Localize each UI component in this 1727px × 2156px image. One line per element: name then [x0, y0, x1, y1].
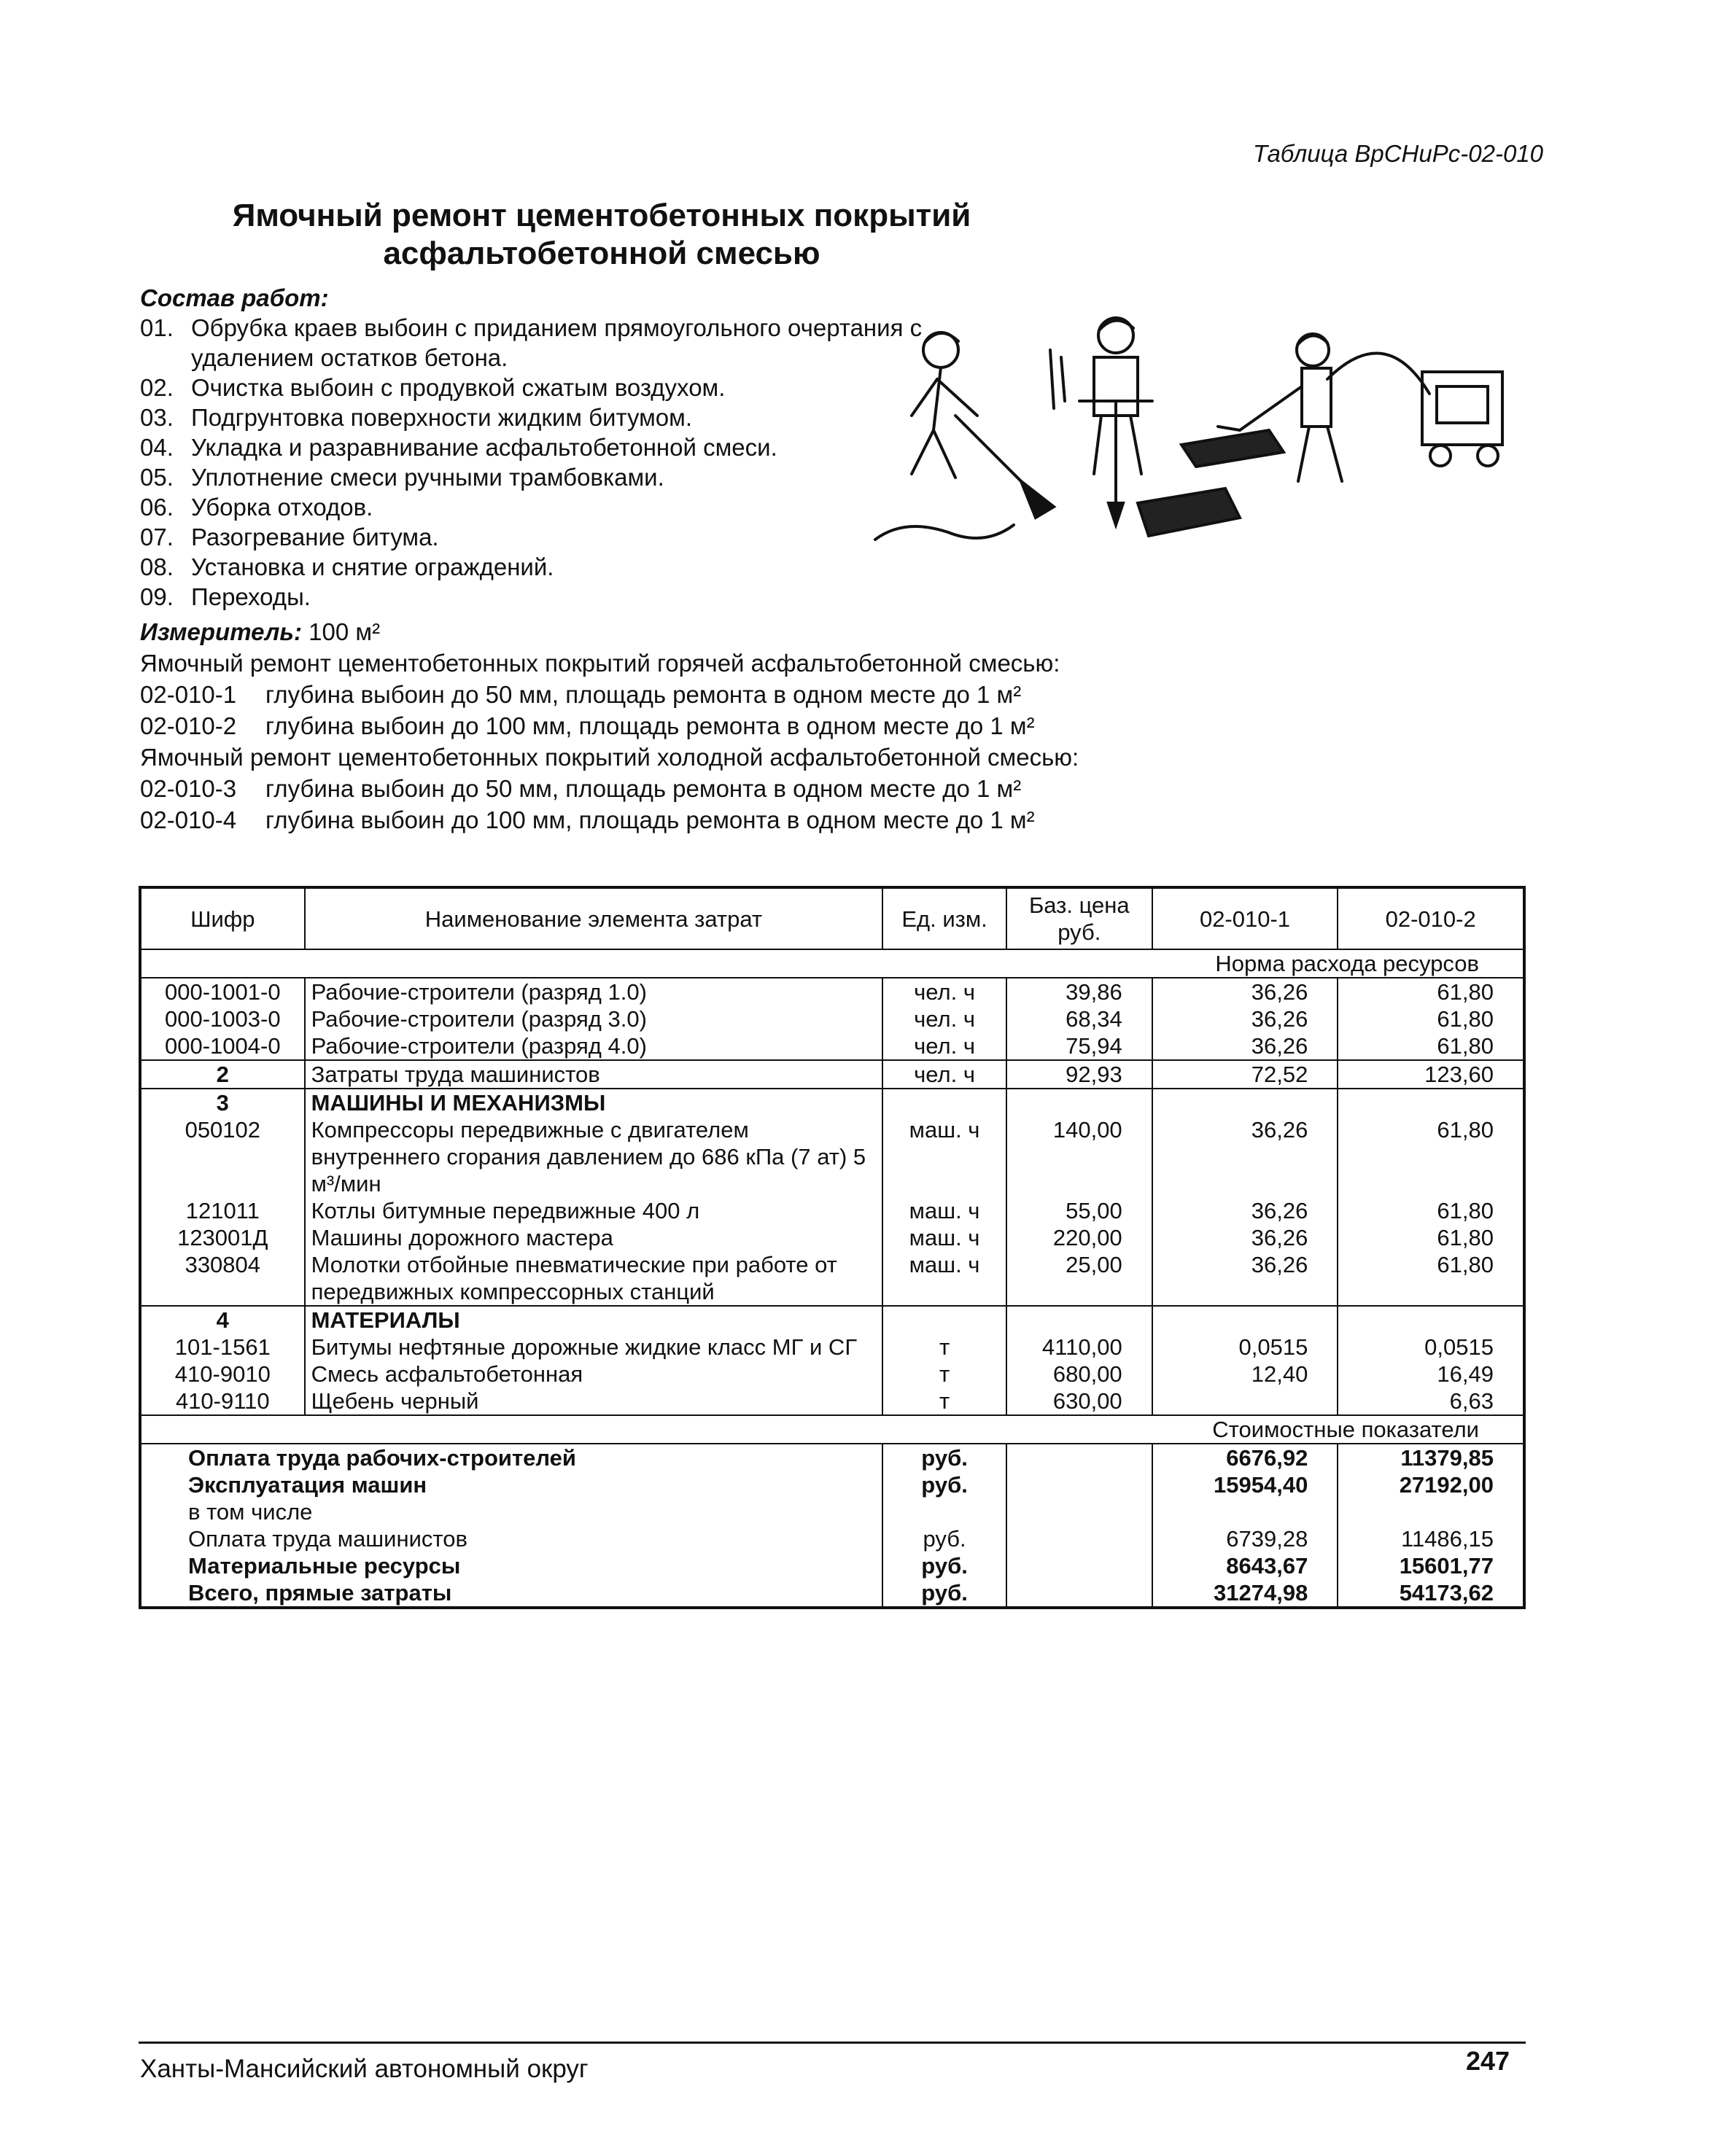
- cell-v2: 61,80: [1338, 1032, 1524, 1060]
- cell-price: 25,00: [1006, 1251, 1152, 1306]
- footer-divider: [139, 2042, 1526, 2044]
- summary-label: Оплата труда машинистов: [140, 1525, 882, 1552]
- band-row: [140, 1415, 1524, 1444]
- work-item-number: 05.: [140, 464, 174, 491]
- summary-v1: 6676,92: [1152, 1444, 1338, 1471]
- work-item-number: 06.: [140, 494, 174, 521]
- cell-v2: 61,80: [1338, 1005, 1524, 1032]
- cell-code: 330804: [140, 1251, 305, 1306]
- cell-name: Затраты труда машинистов: [305, 1060, 883, 1089]
- cell-code: 3: [140, 1089, 305, 1116]
- cell-code: 050102: [140, 1116, 305, 1197]
- cell-v2: 6,63: [1338, 1388, 1524, 1415]
- footer-region: Ханты-Мансийский автономный округ: [140, 2055, 589, 2083]
- cell-v2: 61,80: [1338, 1251, 1524, 1306]
- cell-v2: 61,80: [1338, 1224, 1524, 1251]
- work-item: [140, 462, 942, 492]
- cell-price: 630,00: [1006, 1388, 1152, 1415]
- summary-row: [140, 1444, 1524, 1471]
- cell-price: 68,34: [1006, 1005, 1152, 1032]
- work-item-text: Очистка выбоин с продувкой сжатым воздухом.: [191, 374, 726, 401]
- cell-v2: 61,80: [1338, 1197, 1524, 1224]
- cell-unit: чел. ч: [882, 1060, 1006, 1089]
- work-item-text: Уборка отходов.: [191, 494, 373, 521]
- cell-v1: 0,0515: [1152, 1334, 1338, 1361]
- header-cell: Наименование элемента затрат: [305, 887, 883, 949]
- cell-name: Рабочие-строители (разряд 1.0): [305, 978, 883, 1005]
- work-item-text: Переходы.: [191, 583, 311, 610]
- meter-row: [140, 804, 1569, 836]
- cell-price: 75,94: [1006, 1032, 1152, 1060]
- cell-code: 121011: [140, 1197, 305, 1224]
- summary-unit: руб.: [882, 1444, 1006, 1471]
- meter-row: [140, 773, 1569, 804]
- cell-v1: 12,40: [1152, 1361, 1338, 1388]
- table-row: [140, 1005, 1524, 1032]
- cell-unit: т: [882, 1361, 1006, 1388]
- summary-v1: 8643,67: [1152, 1552, 1338, 1579]
- cell-code: 4: [140, 1306, 305, 1334]
- cell-unit: маш. ч: [882, 1224, 1006, 1251]
- cell-name: МАШИНЫ И МЕХАНИЗМЫ: [305, 1089, 883, 1116]
- cell-v2: 0,0515: [1338, 1334, 1524, 1361]
- work-item-text: Обрубка краев выбоин с приданием прямоугольного очертания с удалением остатков бетона.: [191, 314, 923, 371]
- section-row: [140, 1089, 1524, 1116]
- summary-v2: 15601,77: [1338, 1552, 1524, 1579]
- cell-unit: маш. ч: [882, 1251, 1006, 1306]
- cell-code: 101-1561: [140, 1334, 305, 1361]
- meter-group-cold: Ямочный ремонт цементобетонных покрытий холодной асфальтобетонной смесью:: [140, 744, 1079, 771]
- work-item-text: Укладка и разравнивание асфальтобетонной смеси.: [191, 434, 777, 461]
- work-item-number: 07.: [140, 524, 174, 550]
- cell-v2: 61,80: [1338, 1116, 1524, 1197]
- table-row: [140, 1032, 1524, 1060]
- cell-v2: 16,49: [1338, 1361, 1524, 1388]
- work-item-number: 04.: [140, 434, 174, 461]
- work-item-text: Установка и снятие ограждений.: [191, 553, 554, 580]
- summary-v1: 6739,28: [1152, 1525, 1338, 1552]
- cell-code: 000-1004-0: [140, 1032, 305, 1060]
- work-item-number: 09.: [140, 583, 174, 610]
- cell-price: 92,93: [1006, 1060, 1152, 1089]
- cell-v1: 36,26: [1152, 1116, 1338, 1197]
- summary-label: Оплата труда рабочих-строителей: [140, 1444, 882, 1471]
- header-cell: Ед. изм.: [882, 887, 1006, 949]
- summary-row: [140, 1525, 1524, 1552]
- summary-v1: 31274,98: [1152, 1579, 1338, 1608]
- meter-value: 100 м²: [308, 618, 381, 645]
- summary-v2: 54173,62: [1338, 1579, 1524, 1608]
- meter-row: [140, 679, 1569, 710]
- work-item: [140, 313, 942, 373]
- meter-row-code: 02-010-4: [140, 806, 237, 833]
- meter-label: Измеритель:: [140, 618, 302, 645]
- summary-label: в том числе: [140, 1498, 882, 1525]
- table-row: [140, 1060, 1524, 1089]
- work-item-text: Подгрунтовка поверхности жидким битумом.: [191, 404, 693, 431]
- cell-price: 39,86: [1006, 978, 1152, 1005]
- work-item: [140, 432, 942, 462]
- cell-code: 2: [140, 1060, 305, 1089]
- table-reference: Таблица ВрСНиРс-02-010: [1253, 140, 1543, 167]
- cell-price: 220,00: [1006, 1224, 1152, 1251]
- cell-unit: т: [882, 1388, 1006, 1415]
- cell-name: Щебень черный: [305, 1388, 883, 1415]
- summary-label: Эксплуатация машин: [140, 1471, 882, 1498]
- cell-unit: чел. ч: [882, 1005, 1006, 1032]
- cell-code: 000-1003-0: [140, 1005, 305, 1032]
- cell-v1: 36,26: [1152, 1197, 1338, 1224]
- section-row: [140, 1306, 1524, 1334]
- table-row: [140, 1361, 1524, 1388]
- meter-row-code: 02-010-1: [140, 681, 237, 708]
- summary-label: Материальные ресурсы: [140, 1552, 882, 1579]
- table-row: [140, 978, 1524, 1005]
- cell-name: Рабочие-строители (разряд 3.0): [305, 1005, 883, 1032]
- cell-v1: 36,26: [1152, 1224, 1338, 1251]
- cell-name: Битумы нефтяные дорожные жидкие класс МГ и СГ: [305, 1334, 883, 1361]
- workers-illustration: [861, 306, 1517, 569]
- table-header-row: [140, 887, 1524, 949]
- cell-v1: 36,26: [1152, 1251, 1338, 1306]
- table-row: [140, 1116, 1524, 1197]
- summary-v2: 27192,00: [1338, 1471, 1524, 1498]
- page-number: 247: [1466, 2046, 1510, 2076]
- meter-row-text: глубина выбоин до 50 мм, площадь ремонта в одном месте до 1 м²: [265, 681, 1022, 708]
- table-row: [140, 1334, 1524, 1361]
- work-item-number: 01.: [140, 314, 174, 341]
- cell-v1: 36,26: [1152, 978, 1338, 1005]
- page-title: [131, 197, 1072, 273]
- work-item-text: Разогревание битума.: [191, 524, 439, 550]
- work-item: [140, 552, 942, 582]
- cell-v1: [1152, 1388, 1338, 1415]
- title-line-2: асфальтобетонной смесью: [383, 236, 820, 271]
- work-composition: [140, 283, 942, 612]
- cell-price: 4110,00: [1006, 1334, 1152, 1361]
- meter-row-code: 02-010-2: [140, 712, 237, 739]
- cell-name: Котлы битумные передвижные 400 л: [305, 1197, 883, 1224]
- work-item: [140, 582, 942, 612]
- summary-row: [140, 1579, 1524, 1608]
- cell-unit: маш. ч: [882, 1116, 1006, 1197]
- cell-unit: чел. ч: [882, 978, 1006, 1005]
- cell-name: МАТЕРИАЛЫ: [305, 1306, 883, 1334]
- summary-row: [140, 1552, 1524, 1579]
- cell-v2: 61,80: [1338, 978, 1524, 1005]
- cell-code: 410-9110: [140, 1388, 305, 1415]
- work-item: [140, 492, 942, 522]
- summary-v2: 11486,15: [1338, 1525, 1524, 1552]
- summary-v1: 15954,40: [1152, 1471, 1338, 1498]
- meter-row-code: 02-010-3: [140, 775, 237, 802]
- work-item: [140, 522, 942, 552]
- work-item: [140, 402, 942, 432]
- worker-shovel-figure: [875, 332, 1054, 540]
- summary-row: [140, 1471, 1524, 1498]
- band-cost: Стоимостные показатели: [140, 1415, 1524, 1444]
- summary-unit: руб.: [882, 1579, 1006, 1608]
- cell-v1: 36,26: [1152, 1005, 1338, 1032]
- cell-v2: 123,60: [1338, 1060, 1524, 1089]
- work-item-text: Уплотнение смеси ручными трамбовками.: [191, 464, 664, 491]
- band-row: [140, 949, 1524, 978]
- header-cell: 02-010-1: [1152, 887, 1338, 949]
- table-row: [140, 1197, 1524, 1224]
- meter-row-text: глубина выбоин до 100 мм, площадь ремонта в одном месте до 1 м²: [265, 712, 1035, 739]
- summary-v2: 11379,85: [1338, 1444, 1524, 1471]
- cell-price: 140,00: [1006, 1116, 1152, 1197]
- meter-row: [140, 710, 1569, 742]
- cell-code: 410-9010: [140, 1361, 305, 1388]
- work-composition-heading: Состав работ:: [140, 284, 329, 311]
- summary-row: [140, 1498, 1524, 1525]
- cell-unit: чел. ч: [882, 1032, 1006, 1060]
- summary-unit: руб.: [882, 1552, 1006, 1579]
- title-line-1: Ямочный ремонт цементобетонных покрытий: [232, 198, 971, 233]
- cell-name: Рабочие-строители (разряд 4.0): [305, 1032, 883, 1060]
- table-row: [140, 1224, 1524, 1251]
- header-cell: 02-010-2: [1338, 887, 1524, 949]
- patch-shape: [1181, 430, 1284, 467]
- summary-label: Всего, прямые затраты: [140, 1579, 882, 1608]
- cell-v1: 72,52: [1152, 1060, 1338, 1089]
- cell-unit: маш. ч: [882, 1197, 1006, 1224]
- meter-row-text: глубина выбоин до 100 мм, площадь ремонта в одном месте до 1 м²: [265, 806, 1035, 833]
- compressor-machine: [1422, 372, 1502, 466]
- header-cell: Шифр: [140, 887, 305, 949]
- worker-jackhammer-figure: [1050, 318, 1152, 525]
- work-item: [140, 373, 942, 402]
- cell-unit: т: [882, 1334, 1006, 1361]
- band-norm: Норма расхода ресурсов: [140, 949, 1524, 978]
- summary-unit: руб.: [882, 1471, 1006, 1498]
- summary-unit: руб.: [882, 1525, 1006, 1552]
- cell-code: 123001Д: [140, 1224, 305, 1251]
- table-row: [140, 1388, 1524, 1415]
- meter-group-hot: Ямочный ремонт цементобетонных покрытий горячей асфальтобетонной смесью:: [140, 650, 1060, 677]
- patch-shape: [1138, 489, 1240, 536]
- cell-v1: 36,26: [1152, 1032, 1338, 1060]
- work-item-number: 03.: [140, 404, 174, 431]
- work-item-number: 08.: [140, 553, 174, 580]
- resource-table: [139, 886, 1526, 1609]
- work-item-number: 02.: [140, 374, 174, 401]
- header-cell: Баз. цена руб.: [1006, 887, 1152, 949]
- cell-name: Молотки отбойные пневматические при работе от передвижных компрессорных станций: [305, 1251, 883, 1306]
- table-row: [140, 1251, 1524, 1306]
- cell-name: Смесь асфальтобетонная: [305, 1361, 883, 1388]
- meter-row-text: глубина выбоин до 50 мм, площадь ремонта в одном месте до 1 м²: [265, 775, 1022, 802]
- cell-name: Машины дорожного мастера: [305, 1224, 883, 1251]
- cell-code: 000-1001-0: [140, 978, 305, 1005]
- meter-section: [140, 616, 1569, 836]
- cell-price: 680,00: [1006, 1361, 1152, 1388]
- cell-price: 55,00: [1006, 1197, 1152, 1224]
- cell-name: Компрессоры передвижные с двигателем внутреннего сгорания давлением до 686 кПа (7 ат) 5 м³/мин: [305, 1116, 883, 1197]
